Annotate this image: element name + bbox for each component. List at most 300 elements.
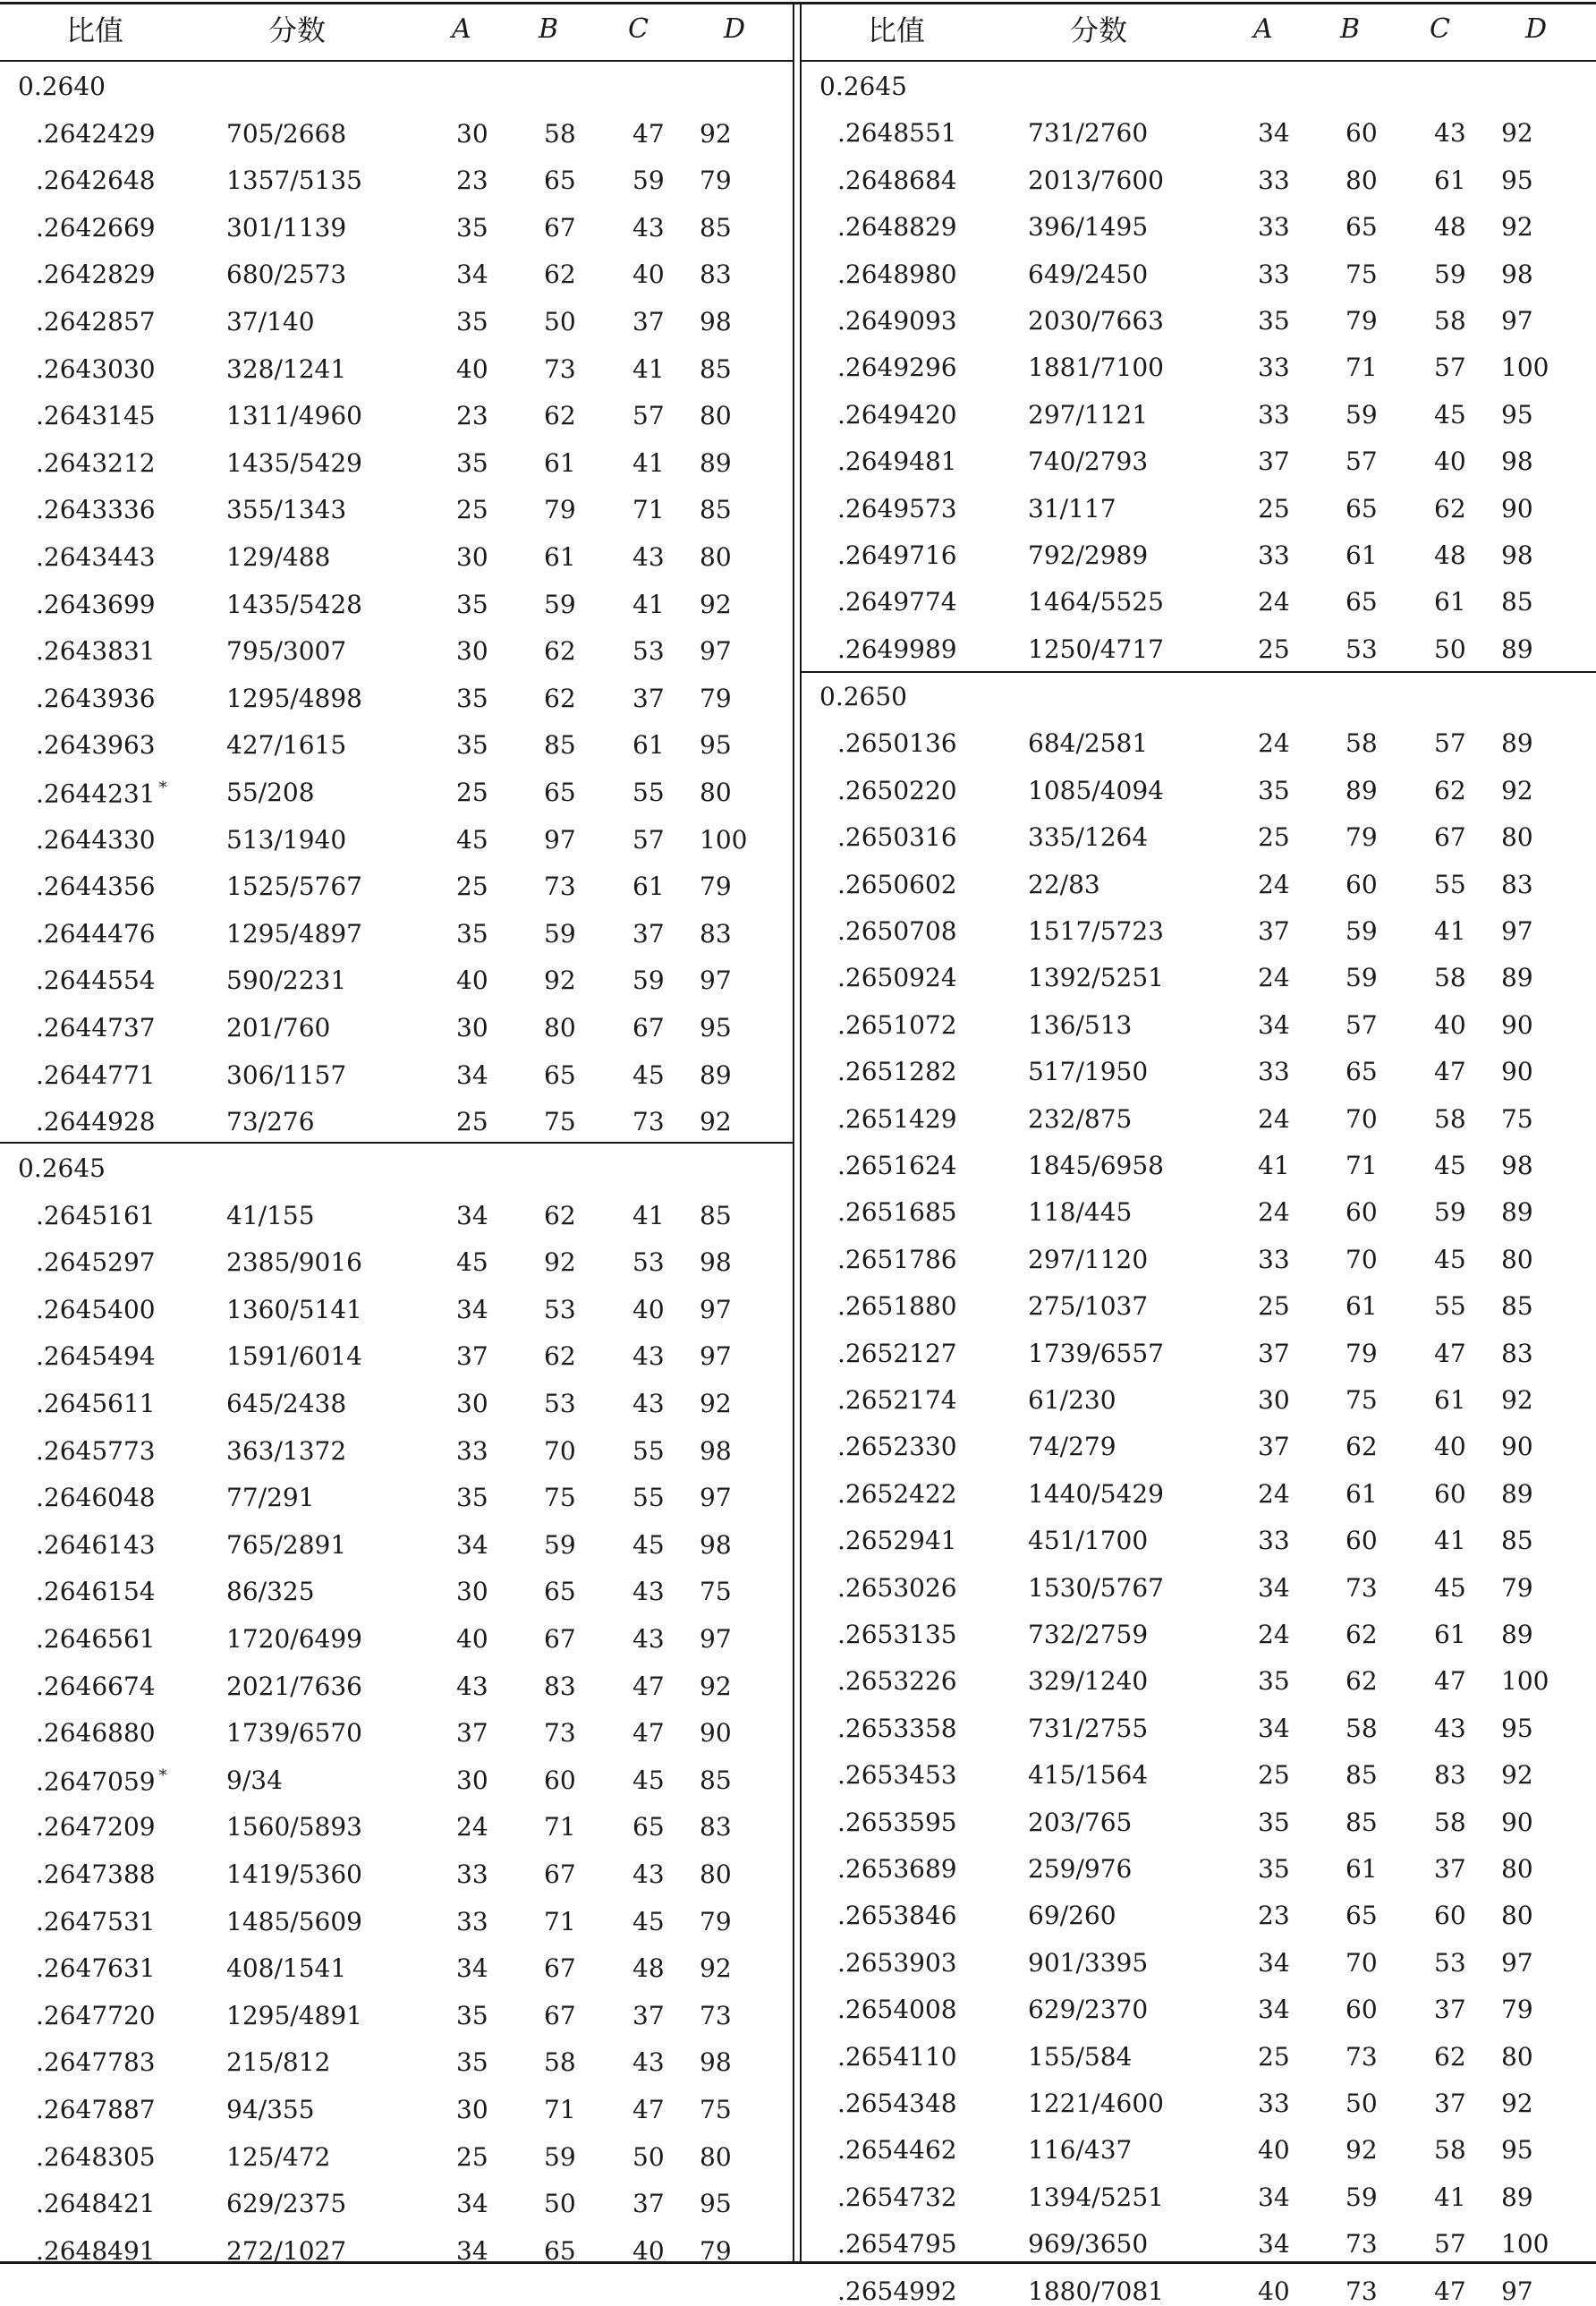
a-cell: 24: [1258, 963, 1290, 992]
a-cell: 33: [1258, 353, 1290, 382]
c-cell: 55: [632, 1436, 665, 1466]
c-cell: 48: [632, 1953, 665, 1983]
d-cell: 100: [700, 825, 748, 855]
d-cell: 97: [700, 966, 732, 995]
c-cell: 43: [632, 1624, 665, 1654]
fraction-cell: 705/2668: [226, 119, 347, 149]
d-cell: 98: [1501, 540, 1533, 570]
ratio-cell: .2644928: [36, 1107, 156, 1136]
d-cell: 90: [1501, 1010, 1533, 1040]
fraction-cell: 1525/5767: [226, 872, 362, 901]
c-cell: 43: [632, 2047, 665, 2077]
b-cell: 80: [1346, 166, 1378, 195]
d-cell: 79: [700, 1907, 732, 1936]
c-cell: 40: [1434, 1010, 1466, 1040]
fraction-cell: 22/83: [1028, 870, 1100, 899]
c-cell: 55: [1434, 870, 1466, 899]
ratio-cell: .2648551: [837, 118, 957, 148]
a-cell: 37: [1258, 1432, 1290, 1461]
b-cell: 79: [1346, 1339, 1378, 1368]
c-cell: 37: [632, 307, 665, 336]
header-D: D: [724, 13, 746, 45]
c-cell: 67: [632, 1013, 665, 1042]
c-cell: 41: [1434, 916, 1466, 946]
b-cell: 62: [1346, 1432, 1378, 1461]
c-cell: 45: [632, 1907, 665, 1936]
d-cell: 80: [700, 778, 732, 807]
a-cell: 33: [456, 1907, 488, 1936]
ratio-cell: .2643443: [36, 542, 156, 572]
ratio-cell: .2645611: [36, 1389, 156, 1418]
ratio-cell: .2650602: [837, 870, 957, 899]
b-cell: 59: [1346, 2183, 1378, 2212]
d-cell: 89: [1501, 1197, 1533, 1227]
fraction-cell: 94/355: [226, 2095, 315, 2124]
a-cell: 41: [1258, 1151, 1290, 1180]
fraction-cell: 408/1541: [226, 1953, 347, 1983]
b-cell: 59: [1346, 963, 1378, 992]
d-cell: 79: [700, 166, 732, 195]
ratio-cell: .2653026: [837, 1573, 957, 1603]
top-rule: [0, 2, 1596, 4]
fraction-cell: 116/437: [1028, 2135, 1133, 2165]
a-cell: 25: [456, 495, 488, 524]
b-cell: 60: [1346, 1526, 1378, 1555]
c-cell: 83: [1434, 1760, 1466, 1790]
c-cell: 53: [632, 636, 665, 666]
b-cell: 53: [544, 1295, 576, 1324]
b-cell: 53: [544, 1389, 576, 1418]
a-cell: 34: [456, 1060, 488, 1090]
d-cell: 92: [1501, 118, 1533, 148]
ratio-cell: .2643831: [36, 636, 156, 666]
c-cell: 41: [632, 354, 665, 384]
fraction-cell: 1560/5893: [226, 1812, 362, 1842]
fraction-cell: 1394/5251: [1028, 2183, 1164, 2212]
b-cell: 80: [544, 1013, 576, 1042]
ratio-cell: .2648980: [837, 260, 957, 289]
b-cell: 60: [1346, 1197, 1378, 1227]
b-cell: 89: [1346, 776, 1378, 805]
b-cell: 75: [1346, 1385, 1378, 1415]
d-cell: 83: [700, 919, 732, 949]
d-cell: 97: [700, 1483, 732, 1512]
ratio-cell: .2654462: [837, 2135, 957, 2165]
d-cell: 97: [1501, 916, 1533, 946]
b-cell: 65: [1346, 587, 1378, 617]
ratio-cell: .2651624: [837, 1151, 957, 1180]
fraction-cell: 1464/5525: [1028, 587, 1164, 617]
a-cell: 25: [456, 872, 488, 901]
d-cell: 100: [1501, 353, 1549, 382]
c-cell: 62: [1434, 2042, 1466, 2072]
a-cell: 33: [1258, 212, 1290, 242]
a-cell: 35: [456, 2001, 488, 2030]
ratio-cell: .2643936: [36, 684, 156, 713]
d-cell: 79: [700, 872, 732, 901]
b-cell: 65: [544, 1577, 576, 1606]
ratio-cell: .2651685: [837, 1197, 957, 1227]
c-cell: 43: [1434, 118, 1466, 148]
c-cell: 41: [632, 1201, 665, 1230]
d-cell: 79: [1501, 1995, 1533, 2024]
header-ratio: 比值: [66, 13, 124, 47]
d-cell: 80: [700, 401, 732, 430]
ratio-cell: .2644737: [36, 1013, 156, 1042]
ratio-cell: .2649989: [837, 634, 957, 664]
b-cell: 70: [544, 1436, 576, 1466]
b-cell: 73: [1346, 1573, 1378, 1603]
fraction-cell: 275/1037: [1028, 1291, 1149, 1321]
fraction-cell: 203/765: [1028, 1808, 1133, 1837]
c-cell: 59: [632, 966, 665, 995]
a-cell: 30: [456, 1013, 488, 1042]
b-cell: 59: [544, 2142, 576, 2172]
fraction-cell: 1739/6557: [1028, 1339, 1164, 1368]
a-cell: 37: [1258, 1339, 1290, 1368]
d-cell: 92: [1501, 2089, 1533, 2118]
ratio-cell: .2643145: [36, 401, 156, 430]
a-cell: 37: [456, 1718, 488, 1748]
fraction-cell: 1311/4960: [226, 401, 362, 430]
ratio-cell: .2649774: [837, 587, 957, 617]
d-cell: 95: [700, 2189, 732, 2218]
a-cell: 35: [456, 684, 488, 713]
ratio-cell: .2652422: [837, 1479, 957, 1509]
b-cell: 62: [544, 1201, 576, 1230]
c-cell: 37: [632, 684, 665, 713]
header-D: D: [1525, 13, 1548, 45]
b-cell: 58: [544, 119, 576, 149]
fraction-cell: 1221/4600: [1028, 2089, 1164, 2118]
d-cell: 97: [1501, 306, 1533, 336]
a-cell: 34: [1258, 1995, 1290, 2024]
a-cell: 40: [456, 1624, 488, 1654]
a-cell: 35: [456, 213, 488, 243]
a-cell: 34: [1258, 1573, 1290, 1603]
fraction-cell: 201/760: [226, 1013, 331, 1042]
fraction-cell: 61/230: [1028, 1385, 1116, 1415]
d-cell: 95: [1501, 1714, 1533, 1743]
a-cell: 34: [1258, 1714, 1290, 1743]
fraction-cell: 77/291: [226, 1483, 315, 1512]
c-cell: 60: [1434, 1901, 1466, 1930]
c-cell: 40: [632, 2236, 665, 2266]
a-cell: 30: [456, 1389, 488, 1418]
fraction-cell: 1360/5141: [226, 1295, 362, 1324]
d-cell: 92: [1501, 1760, 1533, 1790]
c-cell: 61: [1434, 1385, 1466, 1415]
b-cell: 61: [544, 448, 576, 478]
d-cell: 90: [1501, 494, 1533, 523]
ratio-cell: .2646154: [36, 1577, 156, 1606]
d-cell: 85: [700, 1201, 732, 1230]
b-cell: 57: [1346, 447, 1378, 476]
b-cell: 73: [1346, 2229, 1378, 2259]
a-cell: 37: [1258, 447, 1290, 476]
ratio-cell: .2643030: [36, 354, 156, 384]
c-cell: 61: [632, 872, 665, 901]
a-cell: 35: [456, 730, 488, 760]
fraction-cell: 9/34: [226, 1766, 283, 1795]
c-cell: 45: [632, 1766, 665, 1795]
a-cell: 25: [456, 1107, 488, 1136]
d-cell: 85: [700, 354, 732, 384]
fraction-cell: 1845/6958: [1028, 1151, 1164, 1180]
fraction-cell: 297/1120: [1028, 1245, 1149, 1274]
fraction-cell: 1295/4897: [226, 919, 362, 949]
ratio-cell: .2652174: [837, 1385, 957, 1415]
fraction-cell: 969/3650: [1028, 2229, 1149, 2259]
a-cell: 24: [1258, 1197, 1290, 1227]
c-cell: 43: [632, 1389, 665, 1418]
fraction-cell: 1435/5428: [226, 590, 362, 619]
c-cell: 43: [1434, 1714, 1466, 1743]
c-cell: 53: [1434, 1948, 1466, 1978]
a-cell: 30: [456, 1766, 488, 1795]
fraction-cell: 73/276: [226, 1107, 315, 1136]
b-cell: 59: [1346, 916, 1378, 946]
ratio-cell: .2651880: [837, 1291, 957, 1321]
d-cell: 92: [700, 1389, 732, 1418]
a-cell: 34: [1258, 1948, 1290, 1978]
a-cell: 24: [1258, 1479, 1290, 1509]
a-cell: 34: [456, 1530, 488, 1560]
b-cell: 62: [544, 260, 576, 289]
d-cell: 90: [1501, 1432, 1533, 1461]
ratio-cell: .2645773: [36, 1436, 156, 1466]
a-cell: 34: [1258, 2183, 1290, 2212]
d-cell: 83: [1501, 1339, 1533, 1368]
c-cell: 43: [632, 213, 665, 243]
ratio-cell: .2653358: [837, 1714, 957, 1743]
c-cell: 47: [1434, 1339, 1466, 1368]
c-cell: 41: [1434, 2183, 1466, 2212]
b-cell: 62: [544, 401, 576, 430]
a-cell: 33: [1258, 1245, 1290, 1274]
d-cell: 97: [700, 1624, 732, 1654]
d-cell: 92: [1501, 212, 1533, 242]
b-cell: 67: [544, 213, 576, 243]
fraction-cell: 795/3007: [226, 636, 347, 666]
d-cell: 92: [700, 1107, 732, 1136]
b-cell: 61: [544, 542, 576, 572]
header-rule-right: [802, 60, 1596, 62]
ratio-cell: .2652127: [837, 1339, 957, 1368]
ratio-cell: .2648305: [36, 2142, 156, 2172]
c-cell: 41: [632, 448, 665, 478]
a-cell: 25: [1258, 822, 1290, 852]
b-cell: 65: [1346, 494, 1378, 523]
b-cell: 92: [544, 966, 576, 995]
a-cell: 34: [456, 2189, 488, 2218]
b-cell: 65: [544, 2236, 576, 2266]
d-cell: 97: [1501, 1948, 1533, 1978]
fraction-cell: 74/279: [1028, 1432, 1116, 1461]
header-frac: 分数: [1070, 13, 1128, 47]
a-cell: 35: [1258, 1808, 1290, 1837]
footnote-asterisk: *: [158, 1766, 167, 1785]
b-cell: 62: [544, 636, 576, 666]
ratio-cell: .2653453: [837, 1760, 957, 1790]
header-C: C: [1430, 13, 1450, 45]
ratio-cell: .2647631: [36, 1953, 156, 1983]
ratio-cell: .2643212: [36, 448, 156, 478]
ratio-cell: .2647783: [36, 2047, 156, 2077]
b-cell: 73: [1346, 2042, 1378, 2072]
c-cell: 57: [632, 401, 665, 430]
a-cell: 40: [456, 966, 488, 995]
c-cell: 45: [1434, 1573, 1466, 1603]
a-cell: 25: [1258, 634, 1290, 664]
a-cell: 24: [456, 1812, 488, 1842]
c-cell: 41: [1434, 1526, 1466, 1555]
a-cell: 35: [456, 1483, 488, 1512]
d-cell: 95: [700, 1013, 732, 1042]
ratio-cell: .2646880: [36, 1718, 156, 1748]
c-cell: 61: [1434, 166, 1466, 195]
fraction-cell: 1295/4891: [226, 2001, 362, 2030]
fraction-cell: 86/325: [226, 1577, 315, 1606]
a-cell: 25: [1258, 1291, 1290, 1321]
a-cell: 34: [456, 1953, 488, 1983]
d-cell: 79: [1501, 1573, 1533, 1603]
b-cell: 67: [544, 1624, 576, 1654]
header-rule-left: [0, 60, 794, 62]
ratio-cell: .2651282: [837, 1057, 957, 1086]
ratio-cell: .2647388: [36, 1859, 156, 1889]
b-cell: 67: [544, 1953, 576, 1983]
d-cell: 83: [1501, 870, 1533, 899]
fraction-cell: 41/155: [226, 1201, 315, 1230]
b-cell: 71: [1346, 353, 1378, 382]
fraction-cell: 1419/5360: [226, 1859, 362, 1889]
ratio-cell: .2648829: [837, 212, 957, 242]
d-cell: 98: [700, 1247, 732, 1277]
ratio-cell: .2643963: [36, 730, 156, 760]
c-cell: 37: [632, 2189, 665, 2218]
ratio-cell: .2650316: [837, 822, 957, 852]
d-cell: 80: [1501, 1854, 1533, 1884]
b-cell: 61: [1346, 1854, 1378, 1884]
b-cell: 60: [1346, 870, 1378, 899]
b-cell: 62: [1346, 1620, 1378, 1649]
d-cell: 95: [1501, 2135, 1533, 2165]
ratio-cell: .2651429: [837, 1104, 957, 1134]
d-cell: 80: [700, 542, 732, 572]
d-cell: 89: [1501, 2183, 1533, 2212]
a-cell: 34: [1258, 2229, 1290, 2259]
ratio-cell: .2642648: [36, 166, 156, 195]
a-cell: 30: [456, 542, 488, 572]
a-cell: 30: [456, 119, 488, 149]
ratio-cell: .2653689: [837, 1854, 957, 1884]
fraction-cell: 1357/5135: [226, 166, 362, 195]
d-cell: 85: [1501, 1526, 1533, 1555]
b-cell: 92: [1346, 2135, 1378, 2165]
d-cell: 95: [1501, 166, 1533, 195]
d-cell: 85: [700, 495, 732, 524]
fraction-cell: 396/1495: [1028, 212, 1149, 242]
d-cell: 90: [700, 1718, 732, 1748]
c-cell: 40: [632, 1295, 665, 1324]
c-cell: 58: [1434, 963, 1466, 992]
c-cell: 45: [632, 1060, 665, 1090]
section-label: 0.2645: [819, 72, 907, 101]
d-cell: 92: [700, 1953, 732, 1983]
fraction-cell: 1530/5767: [1028, 1573, 1164, 1603]
fraction-cell: 297/1121: [1028, 400, 1149, 430]
c-cell: 45: [1434, 400, 1466, 430]
fraction-cell: 129/488: [226, 542, 331, 572]
fraction-cell: 765/2891: [226, 1530, 347, 1560]
ratio-cell: .2649420: [837, 400, 957, 430]
fraction-cell: 301/1139: [226, 213, 347, 243]
a-cell: 30: [1258, 1385, 1290, 1415]
a-cell: 25: [1258, 1760, 1290, 1790]
ratio-cell: .2654008: [837, 1995, 957, 2024]
ratio-cell: .2649716: [837, 540, 957, 570]
c-cell: 57: [1434, 728, 1466, 758]
b-cell: 60: [1346, 118, 1378, 148]
fraction-cell: 363/1372: [226, 1436, 347, 1466]
ratio-cell: .2644231 *: [36, 779, 167, 809]
d-cell: 75: [700, 1577, 732, 1606]
a-cell: 35: [1258, 776, 1290, 805]
b-cell: 73: [544, 872, 576, 901]
header-A: A: [1253, 13, 1273, 45]
fraction-cell: 1435/5429: [226, 448, 362, 478]
ratio-cell: .2648421: [36, 2189, 156, 2218]
fraction-cell: 55/208: [226, 778, 315, 807]
c-cell: 59: [1434, 260, 1466, 289]
d-cell: 80: [1501, 2042, 1533, 2072]
fraction-cell: 1085/4094: [1028, 776, 1164, 805]
ratio-cell: .2643699: [36, 590, 156, 619]
b-cell: 79: [1346, 822, 1378, 852]
c-cell: 45: [1434, 1245, 1466, 1274]
ratio-cell: .2654348: [837, 2089, 957, 2118]
c-cell: 61: [632, 730, 665, 760]
fraction-cell: 513/1940: [226, 825, 347, 855]
c-cell: 45: [632, 1530, 665, 1560]
d-cell: 97: [1501, 2276, 1533, 2306]
a-cell: 45: [456, 825, 488, 855]
a-cell: 33: [1258, 1526, 1290, 1555]
ratio-cell: .2654732: [837, 2183, 957, 2212]
a-cell: 30: [456, 636, 488, 666]
a-cell: 35: [1258, 1854, 1290, 1884]
fraction-cell: 415/1564: [1028, 1760, 1149, 1790]
a-cell: 33: [1258, 400, 1290, 430]
ratio-cell: .2649481: [837, 447, 957, 476]
ratio-cell: .2642857: [36, 307, 156, 336]
ratio-cell: .2649093: [837, 306, 957, 336]
c-cell: 47: [632, 2095, 665, 2124]
b-cell: 71: [544, 1907, 576, 1936]
d-cell: 92: [700, 119, 732, 149]
ratio-cell: .2653595: [837, 1808, 957, 1837]
b-cell: 79: [544, 495, 576, 524]
fraction-cell: 680/2573: [226, 260, 347, 289]
fraction-cell: 451/1700: [1028, 1526, 1149, 1555]
a-cell: 33: [1258, 166, 1290, 195]
ratio-cell: .2646143: [36, 1530, 156, 1560]
c-cell: 43: [632, 1859, 665, 1889]
d-cell: 85: [1501, 587, 1533, 617]
d-cell: 89: [700, 448, 732, 478]
c-cell: 47: [632, 1718, 665, 1748]
